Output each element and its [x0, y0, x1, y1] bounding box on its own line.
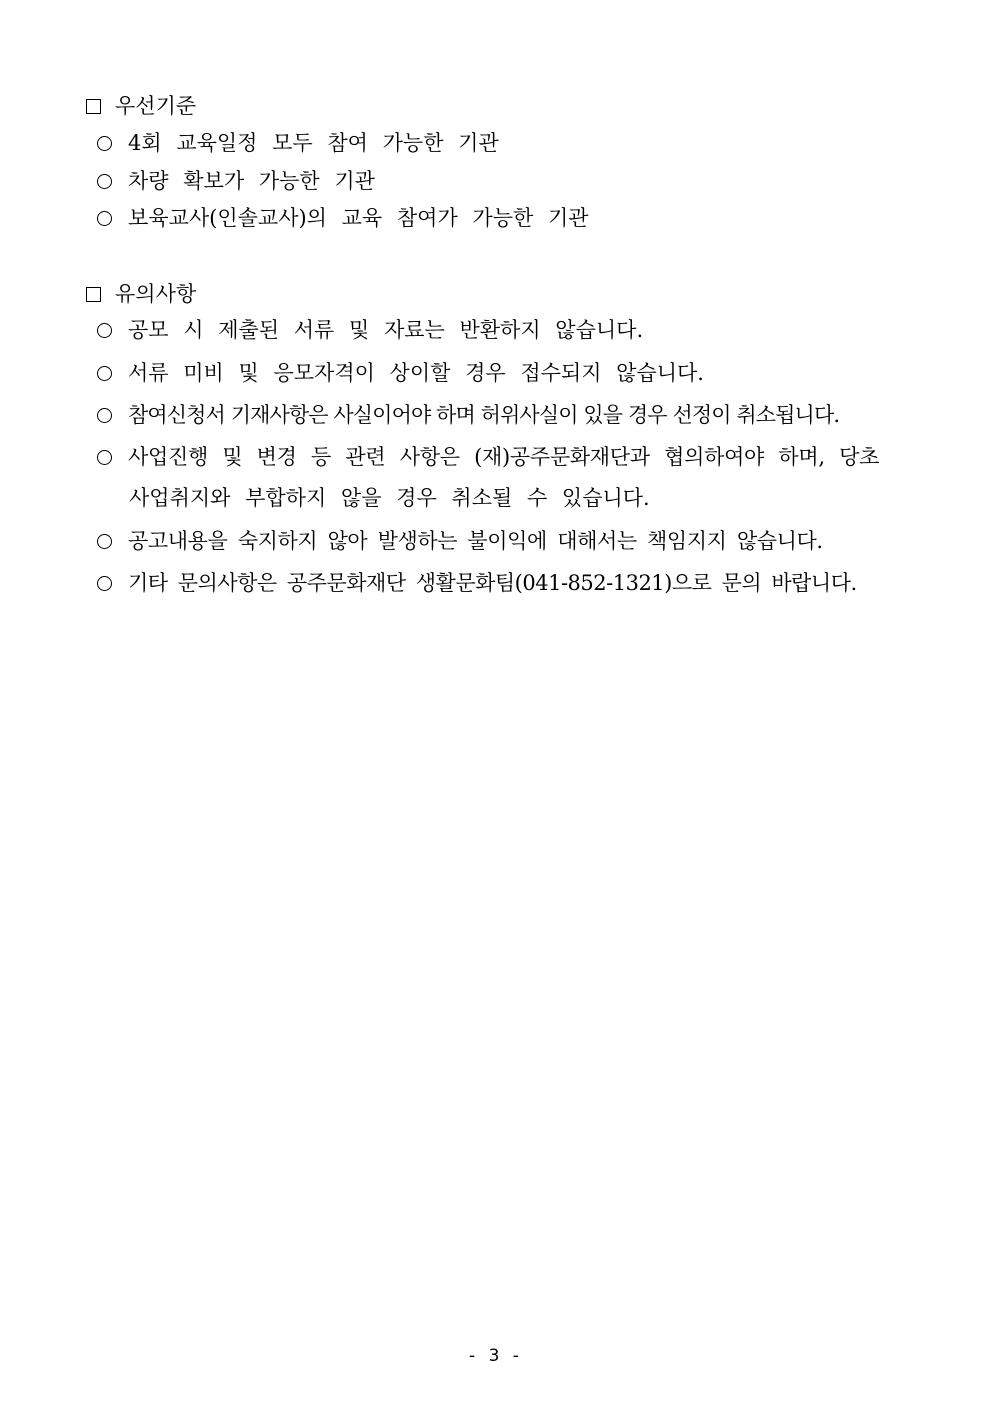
list-item: 4회 교육일정 모두 참여 가능한 기관	[97, 129, 499, 157]
circle-bullet-icon	[97, 174, 112, 189]
list-item: 차량 확보가 가능한 기관	[97, 167, 375, 195]
list-item: 사업진행 및 변경 등 관련 사항은 (재)공주문화재단과 협의하여야 하며, 당초	[97, 443, 879, 471]
circle-bullet-icon	[97, 576, 112, 591]
circle-bullet-icon	[97, 211, 112, 226]
list-item: 공모 시 제출된 서류 및 자료는 반환하지 않습니다.	[97, 316, 643, 344]
list-item: 서류 미비 및 응모자격이 상이할 경우 접수되지 않습니다.	[97, 359, 704, 387]
circle-bullet-icon	[97, 408, 112, 423]
section-heading-priority	[86, 92, 196, 120]
section-heading-notes	[86, 280, 196, 308]
list-item: 기타 문의사항은 공주문화재단 생활문화팀(041-852-1321)으로 문의 바랍니다.	[97, 569, 857, 597]
circle-bullet-icon	[97, 450, 112, 465]
list-item: 공고내용을 숙지하지 않아 발생하는 불이익에 대해서는 책임지지 않습니다.	[97, 527, 823, 555]
heading-text: 유의사항	[115, 282, 197, 306]
circle-bullet-icon	[97, 136, 112, 151]
square-bullet-icon	[86, 287, 101, 302]
circle-bullet-icon	[97, 323, 112, 338]
circle-bullet-icon	[97, 366, 112, 381]
circle-bullet-icon	[97, 534, 112, 549]
heading-text: 우선기준	[115, 94, 197, 118]
list-item: 보육교사(인솔교사)의 교육 참여가 가능한 기관	[97, 204, 589, 232]
list-item-continuation: 사업취지와 부합하지 않을 경우 취소될 수 있습니다.	[129, 486, 650, 510]
list-item: 참여신청서 기재사항은 사실이어야 하며 허위사실이 있을 경우 선정이 취소됩니다.	[97, 401, 839, 429]
page-number: - 3 -	[469, 1346, 523, 1366]
square-bullet-icon	[86, 99, 101, 114]
